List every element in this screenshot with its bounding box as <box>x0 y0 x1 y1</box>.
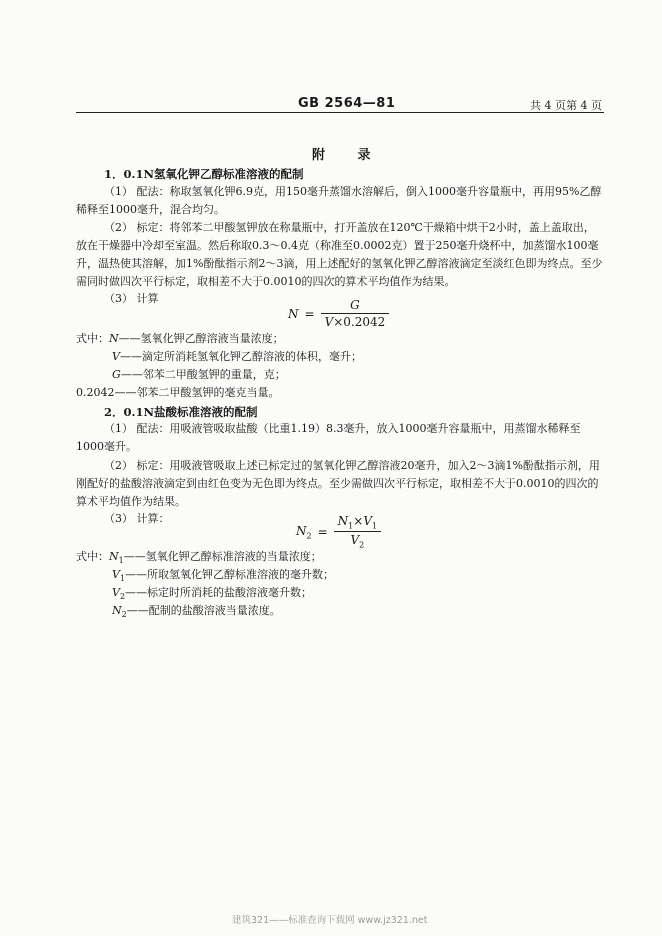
formula-denominator: $V_2$ <box>350 533 365 550</box>
formula-denominator: V×0.2042 <box>324 315 386 329</box>
section2-formula <box>296 514 381 550</box>
section1-paragraph-prep: （1） 配法：称取氢氧化钾6.9克，用150毫升蒸馏水溶解后，倒入1000毫升容量瓶中，再用95%乙醇稀释至1000毫升，混合均匀。 <box>76 185 602 216</box>
formula-equals: = <box>304 306 315 321</box>
formula-numerator: G <box>350 298 360 312</box>
definition-row: $V_2——$标定时所消耗的盐酸溶液毫升数； <box>112 586 313 602</box>
formula-fraction <box>334 514 381 550</box>
definition-row: $V_1——$所取氢氧化钾乙醇标准溶液的毫升数； <box>112 568 335 584</box>
section2-paragraph-standardize: （2） 标定：用吸液管吸取上述已标定过的氢氧化钾乙醇溶液20毫升，加入2～3滴1%酚酞指示剂，用刚配好的盐酸溶液滴定到由红色变为无色即为终点。至少需做四次平行标定，取相差不大于0.0010的四次的算术平均值作为结果。 <box>76 459 600 508</box>
definition-row: $N_2——$配制的盐酸溶液当量浓度。 <box>112 604 281 620</box>
definition-row: V——滴定所消耗氢氧化钾乙醇溶液的体积，毫升； <box>112 350 362 363</box>
formula-fraction <box>321 298 390 329</box>
section1-formula <box>288 298 389 329</box>
section1-calc-label: （3） 计算 <box>104 292 159 305</box>
formula-numerator: $N_1\times V_1$ <box>337 514 378 531</box>
page-indicator: 共 4 页第 4 页 <box>530 99 602 112</box>
definition-row: 式中：$N_1——$氢氧化钾乙醇标准溶液的当量浓度； <box>76 550 322 566</box>
footer-watermark: 建筑321——标准查询下载网 www.jz321.net <box>232 915 428 926</box>
formula-equals: = <box>317 524 328 539</box>
section1-paragraph-standardize: （2） 标定：将邻苯二甲酸氢钾放在称量瓶中，打开盖放在120℃干燥箱中烘干2小时，盖上盖取出，放在干燥器中冷却至室温。然后称取0.3～0.4克（称准至0.0002克）置于250毫升烧杯中，加蒸馏水100毫升，温热使其溶解，加1%酚酞指示剂2～3滴，用上述配好的氢氧化钾乙醇溶液滴定至淡红色即为终点。至少需同时做四次平行标定，取相差不大于0.0010的四次的算术平均值作为结果。 <box>76 221 603 288</box>
definition-row: 0.2042——邻苯二甲酸氢钾的毫克当量。 <box>76 386 280 399</box>
section2-calc-label: （3） 计算： <box>104 512 170 525</box>
section1-heading: 1．0.1N氢氧化钾乙醇标准溶液的配制 <box>104 167 304 181</box>
definition-row: 式中：N——氢氧化钾乙醇溶液当量浓度； <box>76 332 284 345</box>
header-rule <box>76 112 604 113</box>
formula-lhs: $N_2$ <box>296 523 312 541</box>
section2-paragraph-prep: （1） 配法：用吸液管吸取盐酸（比重1.19）8.3毫升，放入1000毫升容量瓶中，用蒸馏水稀释至1000毫升。 <box>76 422 581 453</box>
standard-number: GB 2564—81 <box>298 96 396 111</box>
section2-heading: 2．0.1N盐酸标准溶液的配制 <box>104 405 258 419</box>
formula-lhs: N <box>288 306 299 321</box>
appendix-title: 附 录 <box>312 148 385 163</box>
definition-row: G——邻苯二甲酸氢钾的重量，克； <box>112 368 286 381</box>
